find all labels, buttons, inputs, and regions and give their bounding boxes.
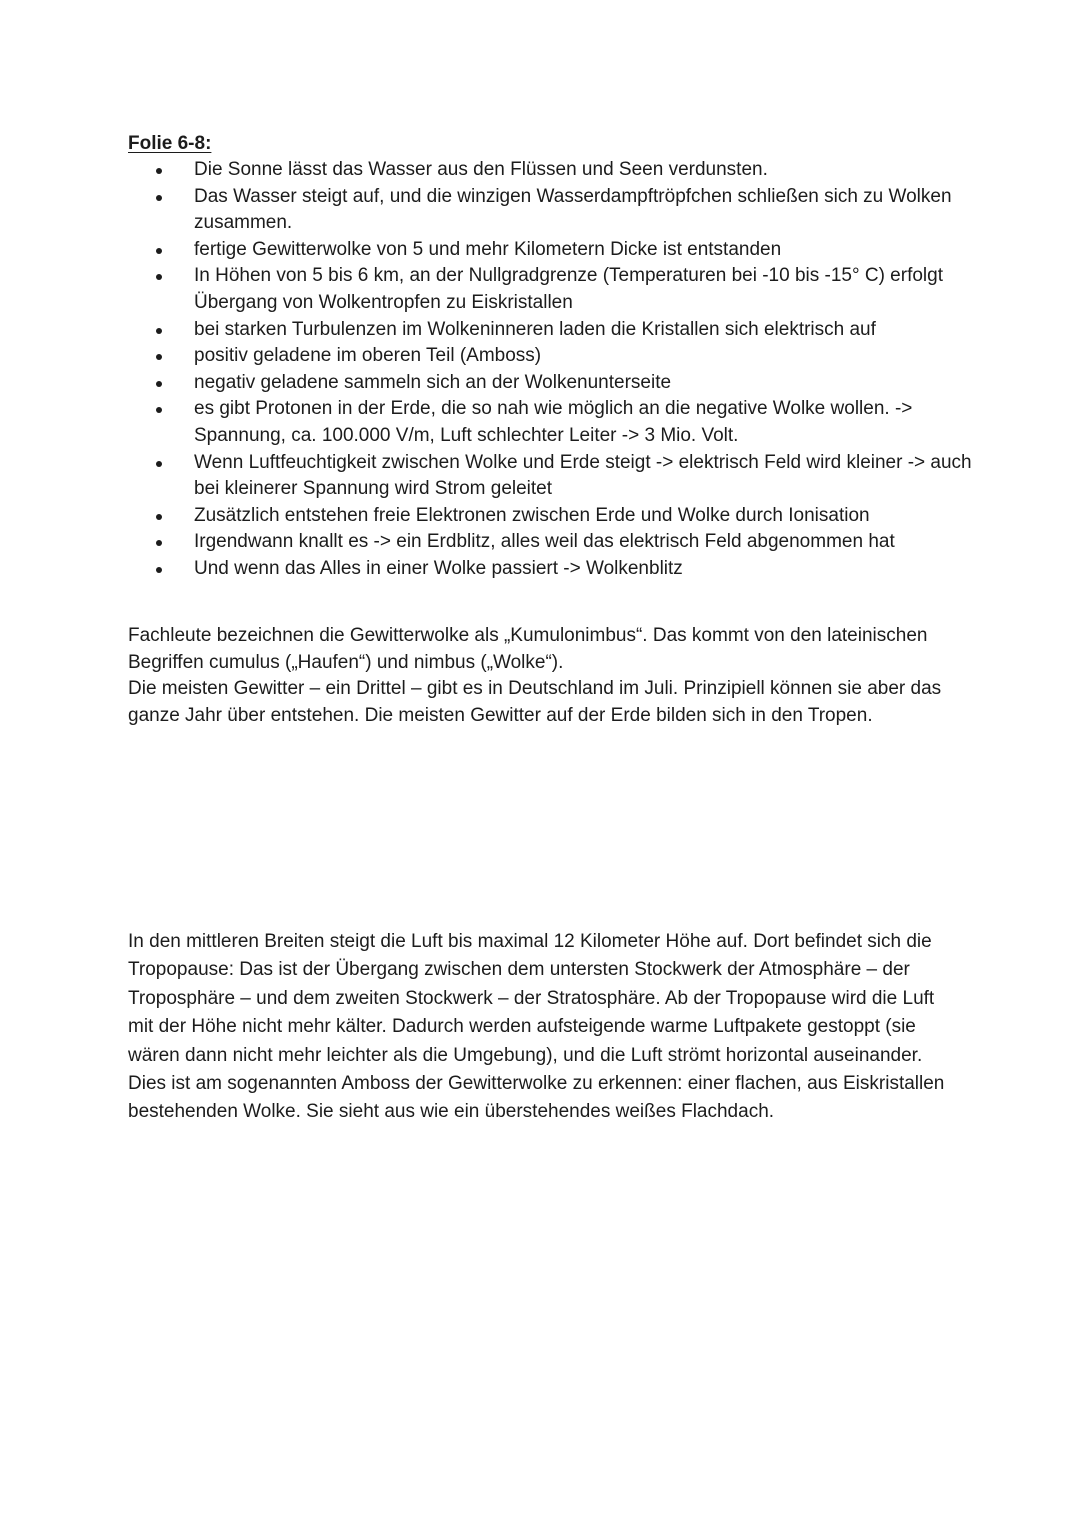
bullet-icon xyxy=(156,540,162,546)
bullet-item xyxy=(194,370,974,397)
bullet-text: positiv geladene im oberen Teil (Amboss) xyxy=(194,345,542,367)
bullet-item xyxy=(194,556,974,583)
bullet-item xyxy=(194,263,974,316)
bullet-icon xyxy=(156,168,162,174)
bullet-icon xyxy=(156,328,162,334)
bullet-text: Und wenn das Alles in einer Wolke passiert -> Wolkenblitz xyxy=(194,557,683,579)
bullet-icon xyxy=(156,514,162,520)
paragraph-kumulonimbus: Fachleute bezeichnen die Gewitterwolke als „Kumulonimbus“. Das kommt von den lateinischen Begriffen cumulus („Haufen“) und nimbus („Wolke“). xyxy=(128,625,928,673)
paragraph-gewitter-juli: Die meisten Gewitter – ein Drittel – gibt es in Deutschland im Juli. Prinzipiell können sie aber das ganze Jahr über entstehen. Die meisten Gewitter auf der Erde bilden sich in den Tropen. xyxy=(128,678,942,726)
bullet-icon xyxy=(156,381,162,387)
bullet-item xyxy=(194,157,974,184)
bullet-text: negativ geladene sammeln sich an der Wolkenunterseite xyxy=(194,371,672,393)
bullet-list xyxy=(194,157,974,583)
bullet-item xyxy=(194,184,974,237)
bullet-text: In Höhen von 5 bis 6 km, an der Nullgradgrenze (Temperaturen bei -10 bis -15° C) erfolgt Übergang von Wolkentropfen zu Eiskristallen xyxy=(194,265,943,313)
bullet-icon xyxy=(156,461,162,467)
bullet-text: Wenn Luftfeuchtigkeit zwischen Wolke und Erde steigt -> elektrisch Feld wird kleiner -> auch bei kleinerer Spannung wird Strom geleitet xyxy=(194,451,972,500)
section-heading: Folie 6-8: xyxy=(128,133,212,154)
bullet-text: bei starken Turbulenzen im Wolkeninneren laden die Kristallen sich elektrisch auf xyxy=(194,318,876,340)
bullet-item xyxy=(194,237,974,264)
bullet-item xyxy=(194,529,974,556)
bullet-icon xyxy=(156,274,162,280)
bullet-item xyxy=(194,450,974,503)
bullet-icon xyxy=(156,248,162,254)
bullet-icon xyxy=(156,407,162,413)
bullet-item xyxy=(194,503,974,530)
bullet-text: fertige Gewitterwolke von 5 und mehr Kilometern Dicke ist entstanden xyxy=(194,238,782,260)
bullet-icon xyxy=(156,354,162,360)
bullet-item xyxy=(194,396,974,449)
bullet-item xyxy=(194,343,974,370)
bullet-item xyxy=(194,317,974,344)
bullet-text: Die Sonne lässt das Wasser aus den Flüssen und Seen verdunsten. xyxy=(194,159,768,180)
bullet-text: Irgendwann knallt es -> ein Erdblitz, alles weil das elektrisch Feld abgenommen hat xyxy=(194,531,895,553)
bullet-icon xyxy=(156,195,162,201)
bullet-text: Zusätzlich entstehen freie Elektronen zwischen Erde und Wolke durch Ionisation xyxy=(194,504,870,526)
bullet-icon xyxy=(156,567,162,573)
paragraph-tropopause: In den mittleren Breiten steigt die Luft bis maximal 12 Kilometer Höhe auf. Dort befindet sich die Tropopause: Das ist der Übergang zwischen dem untersten Stockwerk der Atmosphäre – der Troposphäre – und dem zweiten Stockwerk – der Stratosphäre. Ab der Tropopause wird die Luft mit der Höhe nicht mehr kälter. Dadurch werden aufsteigende warme Luftpakete gestoppt (sie wären dann nicht mehr leichter als die Umgebung), und die Luft strömt horizontal auseinander. Dies ist am sogenannten Amboss der Gewitterwolke zu erkennen: einer flachen, aus Eiskristallen bestehenden Wolke. Sie sieht aus wie ein überstehendes weißes Flachdach. xyxy=(128,931,945,1123)
bullet-text: Das Wasser steigt auf, und die winzigen Wasserdampftröpfchen schließen sich zu Wolken zusammen. xyxy=(194,185,952,234)
bullet-text: es gibt Protonen in der Erde, die so nah wie möglich an die negative Wolke wollen. -> Spannung, ca. 100.000 V/m, Luft schlechter Leiter -> 3 Mio. Volt. xyxy=(194,398,913,446)
